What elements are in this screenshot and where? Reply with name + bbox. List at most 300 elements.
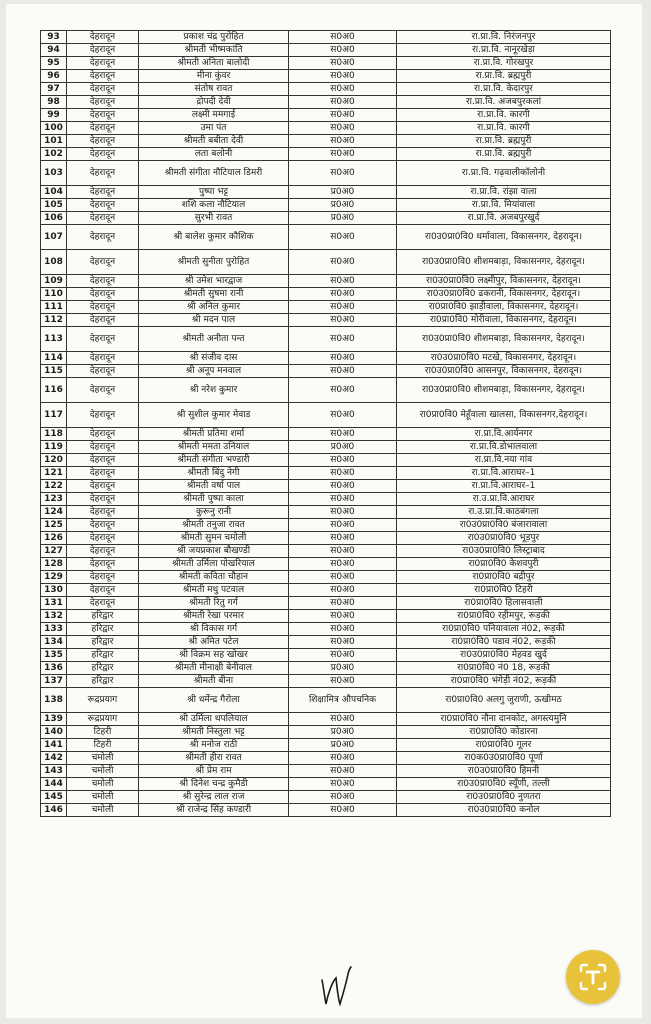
serial-number-cell: 123 <box>41 493 67 506</box>
teacher-name-cell: श्री बालेश कुमार कौशिक <box>139 225 289 250</box>
serial-number-cell: 119 <box>41 441 67 454</box>
table-row <box>41 778 611 791</box>
district-cell: चमोली <box>67 804 139 817</box>
teacher-name-cell: श्रीमती अनीता पन्त <box>139 327 289 352</box>
table-row <box>41 96 611 109</box>
serial-number-cell: 104 <box>41 186 67 199</box>
serial-number-cell: 102 <box>41 148 67 161</box>
district-cell: देहरादून <box>67 506 139 519</box>
school-cell: रा0क0उ0प्रा0वि0 पूर्णा <box>397 752 611 765</box>
table-row <box>41 726 611 739</box>
teacher-name-cell: श्री जयप्रकाश बौखण्डी <box>139 545 289 558</box>
district-cell: देहरादून <box>67 301 139 314</box>
teacher-name-cell: श्रीमती सुमन चमोली <box>139 532 289 545</box>
teacher-name-cell: पुष्पा भट्ट <box>139 186 289 199</box>
table-row <box>41 288 611 301</box>
district-cell: देहरादून <box>67 314 139 327</box>
district-cell: देहरादून <box>67 250 139 275</box>
serial-number-cell: 103 <box>41 161 67 186</box>
district-cell: देहरादून <box>67 327 139 352</box>
district-cell: टिहरी <box>67 726 139 739</box>
serial-number-cell: 111 <box>41 301 67 314</box>
table-row <box>41 57 611 70</box>
district-cell: हरिद्वार <box>67 675 139 688</box>
school-cell: रा.प्रा.वि. गढ़वालीकॉलोनी <box>397 161 611 186</box>
table-row <box>41 506 611 519</box>
serial-number-cell: 118 <box>41 428 67 441</box>
district-cell: देहरादून <box>67 532 139 545</box>
school-cell: रा.प्रा.वि. गोरखपुर <box>397 57 611 70</box>
table-row <box>41 636 611 649</box>
school-cell: रा0उ0प्रा0वि0 शीशमबाड़ा, विकासनगर, देहरादून। <box>397 250 611 275</box>
serial-number-cell: 93 <box>41 31 67 44</box>
district-cell: देहरादून <box>67 186 139 199</box>
designation-cell: प्र0अ0 <box>289 199 397 212</box>
teacher-name-cell: श्रीमती पुष्पा काला <box>139 493 289 506</box>
teacher-name-cell: श्री दिनेश चन्द्र कुमैडी <box>139 778 289 791</box>
teacher-name-cell: मीना कुंवर <box>139 70 289 83</box>
teacher-name-cell: शशि कला नौटियाल <box>139 199 289 212</box>
designation-cell: स0अ0 <box>289 161 397 186</box>
serial-number-cell: 137 <box>41 675 67 688</box>
designation-cell: स0अ0 <box>289 288 397 301</box>
designation-cell: स0अ0 <box>289 454 397 467</box>
table-row <box>41 765 611 778</box>
teacher-name-cell: श्री प्रेम राम <box>139 765 289 778</box>
designation-cell: स0अ0 <box>289 378 397 403</box>
teacher-name-cell: सुरभी रावत <box>139 212 289 225</box>
school-cell: रा0उ0प्रा0वि0 शीशमबाड़ा, विकासनगर, देहरादून। <box>397 327 611 352</box>
district-cell: देहरादून <box>67 148 139 161</box>
designation-cell: स0अ0 <box>289 96 397 109</box>
serial-number-cell: 114 <box>41 352 67 365</box>
serial-number-cell: 112 <box>41 314 67 327</box>
table-row <box>41 752 611 765</box>
teacher-name-cell: श्रीमती हीरा रावत <box>139 752 289 765</box>
school-cell: रा0प्रा0वि0 अलगु जुराणी, ऊखीमठ <box>397 688 611 713</box>
school-cell: रा0उ0प्रा0वि0 मेहवड खुर्द <box>397 649 611 662</box>
district-cell: चमोली <box>67 765 139 778</box>
teacher-name-cell: श्रीमती वर्षा पाल <box>139 480 289 493</box>
school-cell: रा0प्रा0वि0 नौना दानकोट, अगस्त्यमुनि <box>397 713 611 726</box>
designation-cell: स0अ0 <box>289 675 397 688</box>
serial-number-cell: 117 <box>41 403 67 428</box>
serial-number-cell: 120 <box>41 454 67 467</box>
table-row <box>41 545 611 558</box>
designation-cell: स0अ0 <box>289 250 397 275</box>
designation-cell: स0अ0 <box>289 44 397 57</box>
school-cell: रा0उ0प्रा0वि0 स्यूँणी, तल्ली <box>397 778 611 791</box>
serial-number-cell: 127 <box>41 545 67 558</box>
serial-number-cell: 97 <box>41 83 67 96</box>
table-row <box>41 109 611 122</box>
table-row <box>41 83 611 96</box>
school-cell: रा.प्रा.वि. निरंजनपुर <box>397 31 611 44</box>
school-cell: रा.उ.प्रा.वि.आराघर <box>397 493 611 506</box>
serial-number-cell: 136 <box>41 662 67 675</box>
designation-cell: स0अ0 <box>289 301 397 314</box>
district-cell: हरिद्वार <box>67 636 139 649</box>
designation-cell: स0अ0 <box>289 649 397 662</box>
designation-cell: स0अ0 <box>289 428 397 441</box>
school-cell: रा.प्रा.वि. अजबपुरकलां <box>397 96 611 109</box>
district-cell: देहरादून <box>67 212 139 225</box>
teacher-name-cell: श्री सुरेन्द्र लाल राज <box>139 791 289 804</box>
designation-cell: स0अ0 <box>289 545 397 558</box>
district-cell: देहरादून <box>67 545 139 558</box>
table-row <box>41 623 611 636</box>
school-cell: रा.प्रा.वि.नया गांव <box>397 454 611 467</box>
table-row <box>41 519 611 532</box>
serial-number-cell: 115 <box>41 365 67 378</box>
serial-number-cell: 96 <box>41 70 67 83</box>
serial-number-cell: 140 <box>41 726 67 739</box>
table-row <box>41 454 611 467</box>
teacher-name-cell: श्री नरेश कुमार <box>139 378 289 403</box>
serial-number-cell: 141 <box>41 739 67 752</box>
district-cell: चमोली <box>67 791 139 804</box>
designation-cell: स0अ0 <box>289 70 397 83</box>
serial-number-cell: 129 <box>41 571 67 584</box>
school-cell: रा.प्रा.वि. ब्रह्मपुरी <box>397 148 611 161</box>
school-cell: रा.प्रा.वि. कारगी <box>397 122 611 135</box>
school-cell: रा.प्रा.वि. ब्रह्मपुरी <box>397 135 611 148</box>
designation-cell: स0अ0 <box>289 791 397 804</box>
designation-cell: स0अ0 <box>289 148 397 161</box>
table-row <box>41 352 611 365</box>
serial-number-cell: 134 <box>41 636 67 649</box>
designation-cell: स0अ0 <box>289 571 397 584</box>
school-cell: रा0प्रा0वि0 झाड़ीवाला, विकासनगर, देहरादून। <box>397 301 611 314</box>
teacher-name-cell: श्री धर्मेन्द्र गैरोला <box>139 688 289 713</box>
school-cell: रा0उ0प्रा0वि0 कनोल <box>397 804 611 817</box>
district-cell: रूद्रप्रयाग <box>67 688 139 713</box>
designation-cell: स0अ0 <box>289 109 397 122</box>
teacher-name-cell: श्रीमती बीना <box>139 675 289 688</box>
teacher-name-cell: श्रीमती प्रतिमा शर्मा <box>139 428 289 441</box>
serial-number-cell: 138 <box>41 688 67 713</box>
school-cell: रा.प्रा.वि.डोभालवाला <box>397 441 611 454</box>
table-row <box>41 428 611 441</box>
district-cell: देहरादून <box>67 57 139 70</box>
district-cell: देहरादून <box>67 571 139 584</box>
teacher-name-cell: श्री राजेन्द्र सिंह कण्डारी <box>139 804 289 817</box>
table-row <box>41 571 611 584</box>
designation-cell: स0अ0 <box>289 403 397 428</box>
district-cell: हरिद्वार <box>67 623 139 636</box>
designation-cell: स0अ0 <box>289 480 397 493</box>
serial-number-cell: 145 <box>41 791 67 804</box>
district-cell: टिहरी <box>67 739 139 752</box>
designation-cell: प्र0अ0 <box>289 739 397 752</box>
table-row <box>41 225 611 250</box>
district-cell: देहरादून <box>67 352 139 365</box>
designation-cell: स0अ0 <box>289 584 397 597</box>
table-row <box>41 161 611 186</box>
district-cell: चमोली <box>67 778 139 791</box>
school-cell: रा0प्रा0वि0 टिहरी <box>397 584 611 597</box>
table-row <box>41 441 611 454</box>
school-cell: रा.प्रा.वि.आराघर–1 <box>397 480 611 493</box>
school-cell: रा.प्रा.वि.आर्यनगर <box>397 428 611 441</box>
table-row <box>41 148 611 161</box>
serial-number-cell: 105 <box>41 199 67 212</box>
district-cell: चमोली <box>67 752 139 765</box>
serial-number-cell: 124 <box>41 506 67 519</box>
teacher-name-cell: श्री अनूप मनवाल <box>139 365 289 378</box>
designation-cell: प्र0अ0 <box>289 212 397 225</box>
school-cell: रा0उ0प्रा0वि0 आसनपुर, विकासनगर, देहरादून। <box>397 365 611 378</box>
designation-cell: स0अ0 <box>289 314 397 327</box>
district-cell: देहरादून <box>67 454 139 467</box>
teacher-name-cell: श्रीमती संगीता नौटियाल डिमरी <box>139 161 289 186</box>
teacher-name-cell: श्रीमती तनुजा रावत <box>139 519 289 532</box>
designation-cell: स0अ0 <box>289 532 397 545</box>
designation-cell: स0अ0 <box>289 519 397 532</box>
serial-number-cell: 121 <box>41 467 67 480</box>
serial-number-cell: 131 <box>41 597 67 610</box>
table-row <box>41 186 611 199</box>
district-cell: देहरादून <box>67 275 139 288</box>
table-row <box>41 135 611 148</box>
table-row <box>41 804 611 817</box>
district-cell: देहरादून <box>67 428 139 441</box>
teacher-name-cell: श्रीमती सुषमा रानी <box>139 288 289 301</box>
teacher-name-cell: श्री अनिल कुमार <box>139 301 289 314</box>
table-row <box>41 610 611 623</box>
serial-number-cell: 106 <box>41 212 67 225</box>
designation-cell: स0अ0 <box>289 506 397 519</box>
designation-cell: शिक्षामित्र औपचनिक <box>289 688 397 713</box>
district-cell: हरिद्वार <box>67 610 139 623</box>
designation-cell: स0अ0 <box>289 467 397 480</box>
district-cell: रूद्रप्रयाग <box>67 713 139 726</box>
teacher-name-cell: लक्ष्मी ममगाई <box>139 109 289 122</box>
teacher-name-cell: श्री विकास गर्ग <box>139 623 289 636</box>
teacher-name-cell: श्री मदन पाल <box>139 314 289 327</box>
designation-cell: स0अ0 <box>289 623 397 636</box>
teacher-name-cell: संतोष रावत <box>139 83 289 96</box>
school-cell: रा0प्रा0वि0 हिलासवाली <box>397 597 611 610</box>
table-row <box>41 558 611 571</box>
school-cell: रा0प्रा0वि0 बद्रीपुर <box>397 571 611 584</box>
teacher-name-cell: श्रीमती बिंदु नेगी <box>139 467 289 480</box>
table-row <box>41 378 611 403</box>
teacher-name-cell: श्रीमती भीष्मकांति <box>139 44 289 57</box>
school-cell: रा0प्रा0वि0 नं0 18, रूड़की <box>397 662 611 675</box>
school-cell: रा.प्रा.वि. रांझा वाला <box>397 186 611 199</box>
serial-number-cell: 132 <box>41 610 67 623</box>
serial-number-cell: 125 <box>41 519 67 532</box>
table-row <box>41 314 611 327</box>
table-row <box>41 301 611 314</box>
school-cell: रा0उ0प्रा0वि0 मटखे, विकासनगर, देहरादून। <box>397 352 611 365</box>
table-body <box>41 31 611 817</box>
teacher-name-cell: श्री विक्रम सह खोखर <box>139 649 289 662</box>
district-cell: देहरादून <box>67 441 139 454</box>
designation-cell: स0अ0 <box>289 804 397 817</box>
designation-cell: स0अ0 <box>289 713 397 726</box>
designation-cell: स0अ0 <box>289 83 397 96</box>
teacher-name-cell: श्रीमती संगीता भण्डारी <box>139 454 289 467</box>
table-row <box>41 584 611 597</box>
designation-cell: स0अ0 <box>289 765 397 778</box>
designation-cell: स0अ0 <box>289 327 397 352</box>
school-cell: रा.प्रा.वि. केदारपुर <box>397 83 611 96</box>
designation-cell: स0अ0 <box>289 778 397 791</box>
table-row <box>41 675 611 688</box>
table-row <box>41 122 611 135</box>
table-row <box>41 212 611 225</box>
school-cell: रा0उ0प्रा0वि0 भूड़पुर <box>397 532 611 545</box>
table-row <box>41 713 611 726</box>
district-cell: देहरादून <box>67 558 139 571</box>
school-cell: रा0प्रा0वि0 केशवपुरी <box>397 558 611 571</box>
table-row <box>41 532 611 545</box>
teacher-name-cell: श्री मनोज राठी <box>139 739 289 752</box>
district-cell: हरिद्वार <box>67 662 139 675</box>
designation-cell: प्र0अ0 <box>289 726 397 739</box>
serial-number-cell: 144 <box>41 778 67 791</box>
designation-cell: स0अ0 <box>289 597 397 610</box>
table-row <box>41 31 611 44</box>
text-scan-icon <box>578 962 608 992</box>
serial-number-cell: 122 <box>41 480 67 493</box>
school-cell: रा.प्रा.वि. कारगी <box>397 109 611 122</box>
designation-cell: स0अ0 <box>289 275 397 288</box>
serial-number-cell: 126 <box>41 532 67 545</box>
district-cell: देहरादून <box>67 122 139 135</box>
district-cell: देहरादून <box>67 597 139 610</box>
district-cell: देहरादून <box>67 135 139 148</box>
district-cell: देहरादून <box>67 225 139 250</box>
table-row <box>41 70 611 83</box>
serial-number-cell: 143 <box>41 765 67 778</box>
serial-number-cell: 135 <box>41 649 67 662</box>
district-cell: देहरादून <box>67 161 139 186</box>
school-cell: रा0उ0प्रा0वि0 नुणतरा <box>397 791 611 804</box>
district-cell: हरिद्वार <box>67 649 139 662</box>
teacher-name-cell: श्रीमती रेखा परमार <box>139 610 289 623</box>
district-cell: देहरादून <box>67 480 139 493</box>
school-cell: रा0उ0प्रा0वि0 धर्मावाला, विकासनगर, देहरादून। <box>397 225 611 250</box>
teacher-name-cell: उमा पंत <box>139 122 289 135</box>
teacher-list-table <box>40 30 611 817</box>
teacher-name-cell: श्रीमती सुनीता पुरोहित <box>139 250 289 275</box>
teacher-name-cell: श्रीमती बबीता देवी <box>139 135 289 148</box>
school-cell: रा0उ0प्रा0वि0 बंजारावाला <box>397 519 611 532</box>
table-row <box>41 275 611 288</box>
school-cell: रा0उ0प्रा0वि0 लक्ष्मीपुर, विकासनगर, देहरादून। <box>397 275 611 288</box>
designation-cell: स0अ0 <box>289 57 397 70</box>
serial-number-cell: 107 <box>41 225 67 250</box>
teacher-name-cell: श्री उमेश भारद्वाज <box>139 275 289 288</box>
school-cell: रा.उ.प्रा.वि.काठबंगला <box>397 506 611 519</box>
teacher-name-cell: श्रीमती मीनाक्षी बेनीवाल <box>139 662 289 675</box>
district-cell: देहरादून <box>67 365 139 378</box>
school-cell: रा0प्रा0वि0 भंगेड़ी नं02, रूड़की <box>397 675 611 688</box>
school-cell: रा.प्रा.वि. अजबपुरखुर्द <box>397 212 611 225</box>
district-cell: देहरादून <box>67 378 139 403</box>
designation-cell: प्र0अ0 <box>289 441 397 454</box>
serial-number-cell: 142 <box>41 752 67 765</box>
table-row <box>41 403 611 428</box>
district-cell: देहरादून <box>67 96 139 109</box>
school-cell: रा.प्रा.वि. नानूरखेड़ा <box>397 44 611 57</box>
table-row <box>41 480 611 493</box>
teacher-name-cell: श्री उर्मिला थपलियाल <box>139 713 289 726</box>
school-cell: रा0उ0प्रा0वि0 लिस्ट्राबाद <box>397 545 611 558</box>
teacher-name-cell: श्रीमती निस्तुला भट्ट <box>139 726 289 739</box>
text-scan-button[interactable] <box>566 950 620 1004</box>
table-row <box>41 791 611 804</box>
teacher-name-cell: लता बलोनी <box>139 148 289 161</box>
serial-number-cell: 100 <box>41 122 67 135</box>
school-cell: रा0प्रा0वि0 पडाव नं02, रूड़की <box>397 636 611 649</box>
serial-number-cell: 108 <box>41 250 67 275</box>
teacher-name-cell: श्रीमती अनिता बालोदी <box>139 57 289 70</box>
serial-number-cell: 95 <box>41 57 67 70</box>
designation-cell: प्र0अ0 <box>289 662 397 675</box>
serial-number-cell: 113 <box>41 327 67 352</box>
school-cell: रा0प्रा0वि0 कोडारना <box>397 726 611 739</box>
designation-cell: स0अ0 <box>289 610 397 623</box>
serial-number-cell: 133 <box>41 623 67 636</box>
teacher-name-cell: कुरूनु रानी <box>139 506 289 519</box>
district-cell: देहरादून <box>67 109 139 122</box>
school-cell: रा.प्रा.वि. मियांवाला <box>397 199 611 212</box>
teacher-name-cell: श्री सुशील कुमार मेवाड <box>139 403 289 428</box>
serial-number-cell: 130 <box>41 584 67 597</box>
teacher-name-cell: श्रीमती मधु पटवाल <box>139 584 289 597</box>
school-cell: रा.प्रा.वि. ब्रह्मपुरी <box>397 70 611 83</box>
table-row <box>41 199 611 212</box>
school-cell: रा0प्रा0वि0 मेहूँवाला खालसा, विकासनगर,देहरादून। <box>397 403 611 428</box>
serial-number-cell: 99 <box>41 109 67 122</box>
district-cell: देहरादून <box>67 44 139 57</box>
designation-cell: स0अ0 <box>289 352 397 365</box>
district-cell: देहरादून <box>67 70 139 83</box>
district-cell: देहरादून <box>67 199 139 212</box>
table-row <box>41 739 611 752</box>
teacher-name-cell: प्रकाश चंद्र पुरोहित <box>139 31 289 44</box>
teacher-name-cell: श्रीमती उर्मिला पोखरियाल <box>139 558 289 571</box>
table-row <box>41 365 611 378</box>
designation-cell: प्र0अ0 <box>289 186 397 199</box>
school-cell: रा0प्रा0वि0 गूलर <box>397 739 611 752</box>
district-cell: देहरादून <box>67 83 139 96</box>
district-cell: देहरादून <box>67 519 139 532</box>
teacher-name-cell: श्री अमित पटेल <box>139 636 289 649</box>
designation-cell: स0अ0 <box>289 225 397 250</box>
table-row <box>41 250 611 275</box>
designation-cell: स0अ0 <box>289 135 397 148</box>
teacher-name-cell: श्रीमती रितु गर्ग <box>139 597 289 610</box>
serial-number-cell: 110 <box>41 288 67 301</box>
designation-cell: स0अ0 <box>289 365 397 378</box>
serial-number-cell: 139 <box>41 713 67 726</box>
district-cell: देहरादून <box>67 584 139 597</box>
table-row <box>41 493 611 506</box>
school-cell: रा0प्रा0वि0 पनियावाला नं02, रूड़की <box>397 623 611 636</box>
document-page <box>6 4 642 1018</box>
table-row <box>41 467 611 480</box>
designation-cell: स0अ0 <box>289 31 397 44</box>
serial-number-cell: 101 <box>41 135 67 148</box>
district-cell: देहरादून <box>67 31 139 44</box>
serial-number-cell: 109 <box>41 275 67 288</box>
designation-cell: स0अ0 <box>289 752 397 765</box>
